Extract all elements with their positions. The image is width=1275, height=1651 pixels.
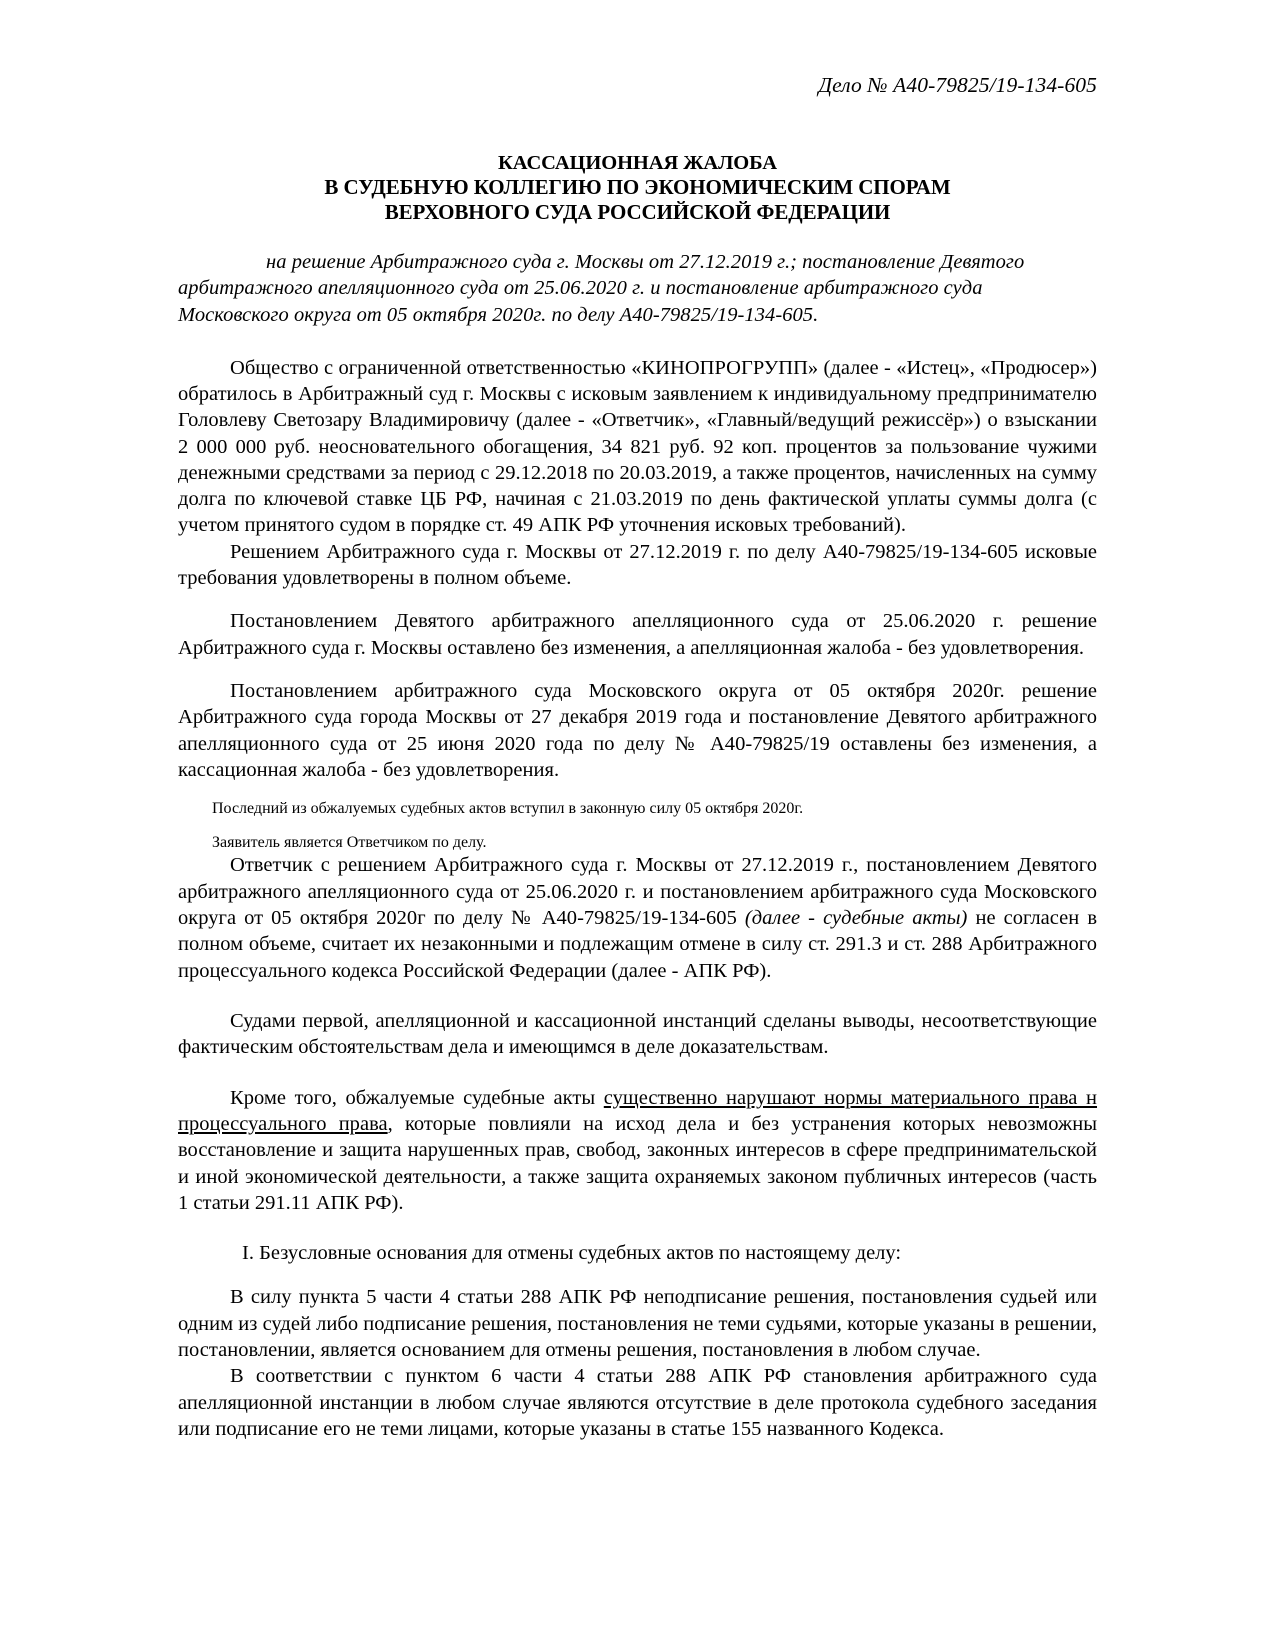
paragraph-findings-mismatch: Судами первой, апелляционной и кассационной инстанций сделаны выводы, несоответствующие фактическим обстоятельствам дела и имеющимся в деле доказательствам. (178, 1009, 1097, 1059)
document-title-line-2: В СУДЕБНУЮ КОЛЛЕГИЮ ПО ЭКОНОМИЧЕСКИМ СПОРАМ (324, 175, 951, 200)
document-title-line-3: ВЕРХОВНОГО СУДА РОССИЙСКОЙ ФЕДЕРАЦИИ (384, 199, 891, 224)
paragraph-applicant-role: Заявитель является Ответчиком по делу. (212, 834, 487, 852)
violations-text-a: Кроме того, обжалуемые судебные акты (230, 1086, 604, 1109)
paragraph-claim-summary: Общество с ограниченной ответственностью «КИНОПРОГРУПП» (далее - «Истец», «Продюсер») обратилось в Арбитражный суд г. Москвы с исковым заявлением к индивидуальному предпринимателю Головлеву Светозару Владимировичу (далее - «Ответчик», «Главный/ведущий режиссёр») о взыскании 2 000 000 руб. неосновательного обогащения, 34 821 руб. 92 коп. процентов за пользование чужими денежными средствами за период с 29.12.2018 по 20.03.2019, а также процентов, начисленных на сумму долга по ключевой ставке ЦБ РФ, начиная с 21.03.2019 по день фактической уплаты суммы долга (с учетом принятого судом в порядке ст. 49 АПК РФ уточнения исковых требований). (178, 356, 1097, 537)
disagreement-text-a: Ответчик с решением Арбитражного суда г. Москвы от 27.12.2019 г., постановлением Девятого арбитражного апелляционного суда от 25.06.2020 г. и постановлением арбитражного суда Московского округа от 05 октября 2020г по делу № А40-79825/19-134-605 (178, 854, 1097, 929)
judicial-acts-definition: (далее - судебные акты) (744, 906, 968, 929)
violations-text-b: , которые повлияли на исход дела и без устранения которых невозможны восстановление и защита нарушенных прав, свобод, законных интересов в сфере предпринимательской и иной экономической деятельности, а также защита охраняемых законом публичных интересов (часть 1 статьи 291.11 АПК РФ). (178, 1112, 1097, 1214)
case-number-header: Дело № А40-79825/19-134-605 (818, 73, 1097, 97)
paragraph-disagreement (178, 852, 1097, 984)
paragraph-substantive-violations (178, 1085, 1097, 1217)
section-heading-absolute-grounds: I. Безусловные основания для отмены судебных актов по настоящему делу: (242, 1242, 902, 1265)
disagreement-text-b: не согласен в полном объеме, считает их незаконными и подлежащим отмене в силу ст. 291.3 и ст. 288 Арбитражного процессуального кодекса Российской Федерации (далее - АПК РФ). (178, 906, 1098, 982)
paragraph-clause-5-part-4-art-288: В силу пункта 5 части 4 статьи 288 АПК РФ неподписание решения, постановления судьей или одним из судей либо подписание решения, постановления не теми судьями, которые указаны в решении, постановлении, является основанием для отмены решения, постановления в любом случае. (178, 1286, 1097, 1362)
paragraph-clause-6-part-4-art-288: В соответствии с пунктом 6 части 4 статьи 288 АПК РФ становления арбитражного суда апелляционной инстанции в любом случае являются отсутствие в деле протокола судебного заседания или подписание его не теми лицами, которые указаны в статье 155 названного Кодекса. (178, 1365, 1097, 1441)
violations-underlined-text: существенно нарушают нормы материального права н процессуального права (178, 1086, 1098, 1135)
document-title-line-1: КАССАЦИОННАЯ ЖАЛОБА (498, 151, 777, 174)
paragraph-cassation-district-ruling: Постановлением арбитражного суда Московского округа от 05 октября 2020г. решение Арбитражного суда города Москвы от 27 декабря 2019 года и постановление Девятого арбитражного апелляционного суда от 25 июня 2020 года по делу № А40-79825/19 оставлены без изменения, а кассационная жалоба - без удовлетворения. (178, 680, 1097, 782)
paragraph-final-act-effective-date: Последний из обжалуемых судебных актов вступил в законную силу 05 октября 2020г. (212, 800, 804, 818)
appeal-subject-subtitle: на решение Арбитражного суда г. Москвы от 27.12.2019 г.; постановление Девятого арбитражного апелляционного суда от 25.06.2020 г. и постановление арбитражного суда Московского округа от 05 октября 2020г. по делу А40-79825/19-134-605. (178, 250, 1025, 326)
document-title (178, 151, 1097, 225)
paragraph-first-instance-decision: Решением Арбитражного суда г. Москвы от 27.12.2019 г. по делу А40-79825/19-134-605 исковые требования удовлетворены в полном объеме. (178, 540, 1097, 590)
paragraph-appeal-ruling: Постановлением Девятого арбитражного апелляционного суда от 25.06.2020 г. решение Арбитражного суда г. Москвы оставлено без изменения, а апелляционная жалоба - без удовлетворения. (178, 610, 1097, 659)
